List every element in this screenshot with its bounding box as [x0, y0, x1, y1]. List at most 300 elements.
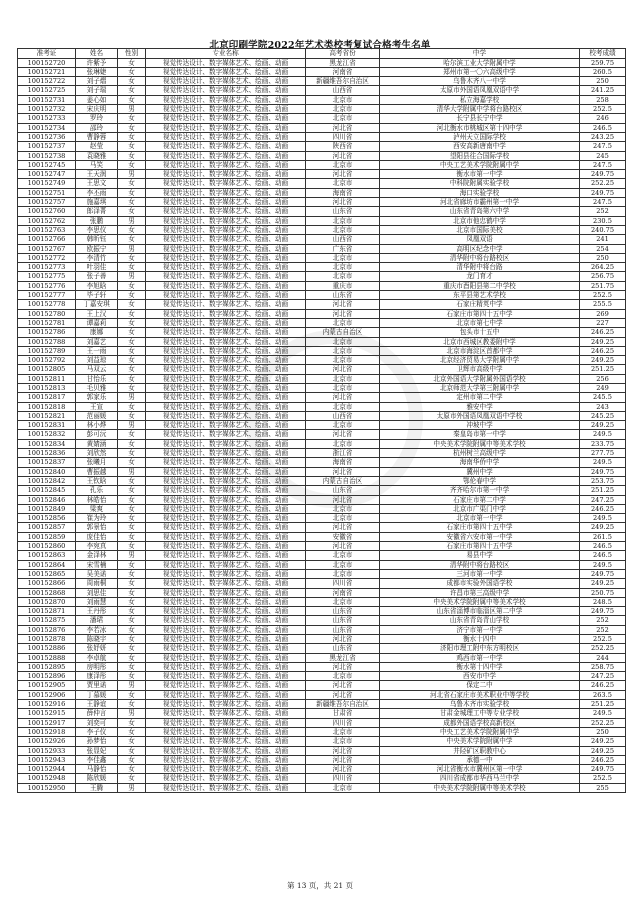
- cell-gender: 女: [118, 383, 146, 392]
- cell-name: 金泽林: [76, 551, 118, 560]
- cell-exam-id: 100152868: [18, 588, 76, 597]
- cell-province: 河北省: [306, 365, 380, 374]
- cell-school: 中科院附属实验学校: [380, 179, 580, 188]
- table-row: [18, 653, 626, 662]
- cell-name: 康娜: [76, 328, 118, 337]
- cell-score: 258: [580, 95, 626, 104]
- cell-score: 252.5: [580, 774, 626, 783]
- cell-major: 视觉传达设计、数字媒体艺术、绘画、动画: [146, 625, 306, 634]
- cell-gender: 女: [118, 439, 146, 448]
- table-row: [18, 374, 626, 383]
- cell-exam-id: 100152859: [18, 532, 76, 541]
- cell-name: 李若冰: [76, 625, 118, 634]
- cell-name: 李旭晗: [76, 281, 118, 290]
- table-row: [18, 542, 626, 551]
- cell-name: 潘珺: [76, 616, 118, 625]
- cell-name: 孔乐: [76, 486, 118, 495]
- cell-school: 山东省青岛青山学校: [380, 616, 580, 625]
- cell-province: 海南省: [306, 188, 380, 197]
- cell-name: 薛仲言: [76, 709, 118, 718]
- cell-school: 太原市外国语凤凰双语中学: [380, 86, 580, 95]
- cell-score: 246.5: [580, 551, 626, 560]
- cell-school: 石家庄市第四十五中学: [380, 309, 580, 318]
- cell-name: 甘怡乐: [76, 374, 118, 383]
- cell-major: 视觉传达设计、数字媒体艺术、绘画、动画: [146, 179, 306, 188]
- cell-gender: 女: [118, 253, 146, 262]
- cell-school: 北京市第七中学: [380, 318, 580, 327]
- cell-province: 北京市: [306, 356, 380, 365]
- cell-province: 北京市: [306, 783, 380, 792]
- cell-major: 视觉传达设计、数字媒体艺术、绘画、动画: [146, 681, 306, 690]
- cell-school: 衡水市第一中学: [380, 170, 580, 179]
- cell-major: 视觉传达设计、数字媒体艺术、绘画、动画: [146, 430, 306, 439]
- cell-major: 视觉传达设计、数字媒体艺术、绘画、动画: [146, 700, 306, 709]
- cell-name: 贾里诺: [76, 681, 118, 690]
- table-row: [18, 495, 626, 504]
- cell-score: 261.5: [580, 532, 626, 541]
- cell-score: 252: [580, 207, 626, 216]
- cell-exam-id: 100152840: [18, 467, 76, 476]
- cell-province: 河北省: [306, 681, 380, 690]
- table-row: [18, 105, 626, 114]
- cell-name: 梁爽: [76, 504, 118, 513]
- cell-province: 北京市: [306, 114, 380, 123]
- cell-school: 河北省石家庄市美术职业中等学校: [380, 690, 580, 699]
- cell-exam-id: 100152792: [18, 356, 76, 365]
- table-row: [18, 235, 626, 244]
- cell-major: 视觉传达设计、数字媒体艺术、绘画、动画: [146, 755, 306, 764]
- cell-exam-id: 100152760: [18, 207, 76, 216]
- cell-exam-id: 100152905: [18, 681, 76, 690]
- cell-school: 乌鲁木齐八一中学: [380, 77, 580, 86]
- table-row: [18, 755, 626, 764]
- cell-score: 246.25: [580, 504, 626, 513]
- cell-school: 太原市外国语凤凰双语中学校: [380, 411, 580, 420]
- cell-exam-id: 100152773: [18, 263, 76, 272]
- cell-score: 248.5: [580, 597, 626, 606]
- cell-province: 山西省: [306, 86, 380, 95]
- cell-school: 石家庄市第四十五中学: [380, 542, 580, 551]
- cell-school: 泸州天立国际学校: [380, 132, 580, 141]
- cell-school: 齐齐哈尔市第一中学: [380, 486, 580, 495]
- cell-name: 周雨桐: [76, 579, 118, 588]
- table-row: [18, 783, 626, 792]
- cell-score: 249.5: [580, 560, 626, 569]
- cell-name: 刘欣然: [76, 449, 118, 458]
- cell-exam-id: 100152766: [18, 235, 76, 244]
- cell-score: 251.25: [580, 700, 626, 709]
- cell-name: 姜心如: [76, 95, 118, 104]
- table-row: [18, 421, 626, 430]
- table-row: [18, 346, 626, 355]
- cell-name: 范丽媛: [76, 411, 118, 420]
- cell-score: 251.25: [580, 486, 626, 495]
- cell-name: 罗玲: [76, 114, 118, 123]
- cell-name: 李清竹: [76, 253, 118, 262]
- cell-exam-id: 100152917: [18, 718, 76, 727]
- cell-province: 河北省: [306, 430, 380, 439]
- cell-major: 视觉传达设计、数字媒体艺术、绘画、动画: [146, 607, 306, 616]
- cell-province: 北京市: [306, 514, 380, 523]
- cell-major: 视觉传达设计、数字媒体艺术、绘画、动画: [146, 374, 306, 383]
- cell-major: 视觉传达设计、数字媒体艺术、绘画、动画: [146, 160, 306, 169]
- cell-gender: 女: [118, 374, 146, 383]
- cell-name: 庞佳怡: [76, 532, 118, 541]
- cell-name: 施嘉琪: [76, 198, 118, 207]
- cell-province: 河北省: [306, 635, 380, 644]
- cell-name: 王天润: [76, 170, 118, 179]
- cell-school: 北京市国际美校: [380, 225, 580, 234]
- cell-name: 宋庆明: [76, 105, 118, 114]
- cell-name: 李子仪: [76, 727, 118, 736]
- cell-gender: 女: [118, 579, 146, 588]
- cell-name: 欧振宁: [76, 244, 118, 253]
- table-row: [18, 272, 626, 281]
- cell-name: 王钦晗: [76, 476, 118, 485]
- cell-gender: 女: [118, 263, 146, 272]
- cell-major: 视觉传达设计、数字媒体艺术、绘画、动画: [146, 504, 306, 513]
- cell-score: 246.25: [580, 346, 626, 355]
- cell-name: 康泽彤: [76, 672, 118, 681]
- cell-exam-id: 100152777: [18, 291, 76, 300]
- cell-major: 视觉传达设计、数字媒体艺术、绘画、动画: [146, 225, 306, 234]
- table-row: [18, 560, 626, 569]
- cell-exam-id: 100152776: [18, 281, 76, 290]
- cell-gender: 女: [118, 514, 146, 523]
- cell-gender: 女: [118, 430, 146, 439]
- cell-major: 视觉传达设计、数字媒体艺术、绘画、动画: [146, 263, 306, 272]
- cell-province: 河北省: [306, 198, 380, 207]
- cell-gender: 女: [118, 635, 146, 644]
- table-row: [18, 551, 626, 560]
- cell-province: 四川省: [306, 718, 380, 727]
- cell-name: 林小烨: [76, 421, 118, 430]
- cell-province: 河北省: [306, 523, 380, 532]
- cell-major: 视觉传达设计、数字媒体艺术、绘画、动画: [146, 402, 306, 411]
- cell-exam-id: 100152870: [18, 597, 76, 606]
- cell-province: 北京市: [306, 737, 380, 746]
- cell-school: 济宁市第一中学: [380, 625, 580, 634]
- table-body: [18, 58, 626, 792]
- cell-school: 石家庄精英中学: [380, 300, 580, 309]
- cell-exam-id: 100152763: [18, 225, 76, 234]
- cell-score: 249.25: [580, 421, 626, 430]
- table-row: [18, 727, 626, 736]
- cell-name: 吴美诺: [76, 569, 118, 578]
- cell-school: 井陉矿区职教中心: [380, 746, 580, 755]
- cell-name: 邵玲: [76, 123, 118, 132]
- cell-province: 北京市: [306, 263, 380, 272]
- cell-school: 承德一中: [380, 755, 580, 764]
- cell-gender: 女: [118, 346, 146, 355]
- cell-exam-id: 100152757: [18, 198, 76, 207]
- table-row: [18, 318, 626, 327]
- cell-major: 视觉传达设计、数字媒体艺术、绘画、动画: [146, 309, 306, 318]
- cell-school: 清华大学附属中学将台路校区: [380, 105, 580, 114]
- cell-province: 甘肃省: [306, 709, 380, 718]
- cell-major: 视觉传达设计、数字媒体艺术、绘画、动画: [146, 86, 306, 95]
- cell-major: 视觉传达设计、数字媒体艺术、绘画、动画: [146, 597, 306, 606]
- cell-major: 视觉传达设计、数字媒体艺术、绘画、动画: [146, 244, 306, 253]
- cell-gender: 女: [118, 365, 146, 374]
- cell-major: 视觉传达设计、数字媒体艺术、绘画、动画: [146, 291, 306, 300]
- cell-exam-id: 100152778: [18, 300, 76, 309]
- cell-score: 254: [580, 244, 626, 253]
- cell-exam-id: 100152781: [18, 318, 76, 327]
- cell-school: 北京市第一中学: [380, 514, 580, 523]
- cell-province: 河北省: [306, 690, 380, 699]
- cell-name: 张妤妍: [76, 644, 118, 653]
- table-row: [18, 365, 626, 374]
- table-row: [18, 700, 626, 709]
- cell-exam-id: 100152849: [18, 504, 76, 513]
- cell-gender: 女: [118, 765, 146, 774]
- cell-province: 河北省: [306, 495, 380, 504]
- cell-score: 240.75: [580, 225, 626, 234]
- cell-exam-id: 100152856: [18, 514, 76, 523]
- cell-major: 视觉传达设计、数字媒体艺术、绘画、动画: [146, 774, 306, 783]
- cell-exam-id: 100152918: [18, 727, 76, 736]
- cell-school: 北京市西城区教委附中学: [380, 337, 580, 346]
- cell-score: 253.75: [580, 476, 626, 485]
- cell-name: 彭可沅: [76, 430, 118, 439]
- cell-exam-id: 100152733: [18, 114, 76, 123]
- cell-province: 内蒙古自治区: [306, 328, 380, 337]
- cell-major: 视觉传达设计、数字媒体艺术、绘画、动画: [146, 318, 306, 327]
- cell-gender: 女: [118, 597, 146, 606]
- cell-gender: 女: [118, 207, 146, 216]
- candidate-table: [17, 48, 626, 793]
- cell-gender: 女: [118, 755, 146, 764]
- cell-score: 247.5: [580, 142, 626, 151]
- cell-score: 249.25: [580, 579, 626, 588]
- cell-name: 刘子瑞: [76, 86, 118, 95]
- cell-province: 河北省: [306, 170, 380, 179]
- cell-major: 视觉传达设计、数字媒体艺术、绘画、动画: [146, 253, 306, 262]
- cell-exam-id: 100152736: [18, 132, 76, 141]
- cell-major: 视觉传达设计、数字媒体艺术、绘画、动画: [146, 411, 306, 420]
- table-row: [18, 300, 626, 309]
- cell-gender: 女: [118, 737, 146, 746]
- cell-name: 王静谊: [76, 700, 118, 709]
- cell-name: 崔为玲: [76, 514, 118, 523]
- cell-major: 视觉传达设计、数字媒体艺术、绘画、动画: [146, 114, 306, 123]
- cell-major: 视觉传达设计、数字媒体艺术、绘画、动画: [146, 170, 306, 179]
- cell-score: 252.25: [580, 644, 626, 653]
- cell-major: 视觉传达设计、数字媒体艺术、绘画、动画: [146, 216, 306, 225]
- cell-gender: 女: [118, 523, 146, 532]
- cell-province: 四川省: [306, 132, 380, 141]
- cell-score: 246.25: [580, 681, 626, 690]
- cell-name: 毛贝雅: [76, 383, 118, 392]
- header-province: 高考省份: [306, 49, 380, 59]
- cell-school: 成都外国语学校高新校区: [380, 718, 580, 727]
- table-row: [18, 291, 626, 300]
- header-exam-id: 准考证: [18, 49, 76, 59]
- cell-name: 陈欣媛: [76, 774, 118, 783]
- cell-gender: 男: [118, 551, 146, 560]
- table-row: [18, 132, 626, 141]
- cell-major: 视觉传达设计、数字媒体艺术、绘画、动画: [146, 514, 306, 523]
- cell-province: 北京市: [306, 374, 380, 383]
- table-row: [18, 458, 626, 467]
- table-row: [18, 430, 626, 439]
- cell-province: 北京市: [306, 672, 380, 681]
- cell-score: 259.75: [580, 58, 626, 67]
- cell-school: 安徽省六安市第一中学: [380, 532, 580, 541]
- table-row: [18, 439, 626, 448]
- header-gender: 性别: [118, 49, 146, 59]
- cell-province: 新疆维吾尔自治区: [306, 700, 380, 709]
- cell-major: 视觉传达设计、数字媒体艺术、绘画、动画: [146, 476, 306, 485]
- cell-name: 曹静蓉: [76, 132, 118, 141]
- cell-gender: 女: [118, 746, 146, 755]
- cell-name: 曹振越: [76, 467, 118, 476]
- cell-score: 246.5: [580, 123, 626, 132]
- cell-score: 249.5: [580, 514, 626, 523]
- cell-exam-id: 100152721: [18, 67, 76, 76]
- cell-major: 视觉传达设计、数字媒体艺术、绘画、动画: [146, 198, 306, 207]
- cell-exam-id: 100152775: [18, 272, 76, 281]
- cell-exam-id: 100152834: [18, 439, 76, 448]
- cell-school: 北京经济贸易大学附属中学: [380, 356, 580, 365]
- table-row: [18, 170, 626, 179]
- cell-province: 北京市: [306, 551, 380, 560]
- cell-school: 衡水第十四中学: [380, 662, 580, 671]
- header-name: 姓名: [76, 49, 118, 59]
- cell-school: 四川省成都市华西马兰中学: [380, 774, 580, 783]
- cell-gender: 男: [118, 170, 146, 179]
- cell-exam-id: 100152832: [18, 430, 76, 439]
- cell-major: 视觉传达设计、数字媒体艺术、绘画、动画: [146, 356, 306, 365]
- cell-school: 易县中学: [380, 551, 580, 560]
- cell-score: 255.5: [580, 300, 626, 309]
- cell-major: 视觉传达设计、数字媒体艺术、绘画、动画: [146, 653, 306, 662]
- cell-score: 246: [580, 114, 626, 123]
- table-row: [18, 123, 626, 132]
- cell-exam-id: 100152878: [18, 635, 76, 644]
- cell-gender: 男: [118, 421, 146, 430]
- cell-name: 李丕雨: [76, 188, 118, 197]
- cell-score: 227: [580, 318, 626, 327]
- cell-exam-id: 100152738: [18, 151, 76, 160]
- cell-school: 北京师范大学第三附属中学: [380, 383, 580, 392]
- cell-exam-id: 100152805: [18, 365, 76, 374]
- cell-major: 视觉传达设计、数字媒体艺术、绘画、动画: [146, 486, 306, 495]
- cell-major: 视觉传达设计、数字媒体艺术、绘画、动画: [146, 672, 306, 681]
- table-row: [18, 151, 626, 160]
- cell-school: 中央工艺美术学院附属中学: [380, 727, 580, 736]
- table-row: [18, 356, 626, 365]
- cell-major: 视觉传达设计、数字媒体艺术、绘画、动画: [146, 383, 306, 392]
- cell-name: 郭景怡: [76, 523, 118, 532]
- cell-exam-id: 100152895: [18, 662, 76, 671]
- cell-gender: 男: [118, 393, 146, 402]
- table-row: [18, 309, 626, 318]
- cell-name: 毕子轩: [76, 291, 118, 300]
- cell-score: 250.75: [580, 588, 626, 597]
- cell-school: 龙门育才: [380, 272, 580, 281]
- cell-province: 北京市: [306, 225, 380, 234]
- cell-major: 视觉传达设计、数字媒体艺术、绘画、动画: [146, 393, 306, 402]
- cell-gender: 女: [118, 727, 146, 736]
- cell-score: 258.75: [580, 662, 626, 671]
- cell-gender: 女: [118, 607, 146, 616]
- cell-school: 鄂伦春中学: [380, 476, 580, 485]
- cell-major: 视觉传达设计、数字媒体艺术、绘画、动画: [146, 542, 306, 551]
- cell-score: 249.75: [580, 188, 626, 197]
- cell-school: 冀州中学: [380, 467, 580, 476]
- cell-major: 视觉传达设计、数字媒体艺术、绘画、动画: [146, 690, 306, 699]
- cell-gender: 女: [118, 58, 146, 67]
- cell-score: 252.5: [580, 291, 626, 300]
- cell-exam-id: 100152720: [18, 58, 76, 67]
- cell-gender: 男: [118, 709, 146, 718]
- cell-gender: 女: [118, 588, 146, 597]
- cell-name: 刘益琼: [76, 356, 118, 365]
- cell-exam-id: 100152846: [18, 495, 76, 504]
- cell-school: 高明区纪念中学: [380, 244, 580, 253]
- cell-province: 山东省: [306, 207, 380, 216]
- cell-name: 张子善: [76, 272, 118, 281]
- cell-name: 李卓航: [76, 653, 118, 662]
- table-row: [18, 77, 626, 86]
- table-row: [18, 67, 626, 76]
- cell-exam-id: 100152837: [18, 458, 76, 467]
- cell-gender: 男: [118, 783, 146, 792]
- cell-school: 长宁县长宁中学: [380, 114, 580, 123]
- cell-major: 视觉传达设计、数字媒体艺术、绘画、动画: [146, 188, 306, 197]
- cell-major: 视觉传达设计、数字媒体艺术、绘画、动画: [146, 300, 306, 309]
- cell-exam-id: 100152745: [18, 160, 76, 169]
- cell-exam-id: 100152786: [18, 328, 76, 337]
- cell-major: 视觉传达设计、数字媒体艺术、绘画、动画: [146, 365, 306, 374]
- cell-major: 视觉传达设计、数字媒体艺术、绘画、动画: [146, 328, 306, 337]
- cell-major: 视觉传达设计、数字媒体艺术、绘画、动画: [146, 616, 306, 625]
- cell-gender: 女: [118, 123, 146, 132]
- cell-exam-id: 100152818: [18, 402, 76, 411]
- cell-major: 视觉传达设计、数字媒体艺术、绘画、动画: [146, 783, 306, 792]
- cell-gender: 女: [118, 411, 146, 420]
- table-row: [18, 207, 626, 216]
- cell-major: 视觉传达设计、数字媒体艺术、绘画、动画: [146, 132, 306, 141]
- cell-gender: 女: [118, 235, 146, 244]
- table-row: [18, 58, 626, 67]
- cell-name: 谭嘉莉: [76, 318, 118, 327]
- table-row: [18, 644, 626, 653]
- table-row: [18, 774, 626, 783]
- cell-school: 私立海嘉学校: [380, 95, 580, 104]
- cell-province: 新疆维吾尔自治区: [306, 77, 380, 86]
- cell-province: 山东省: [306, 486, 380, 495]
- cell-gender: 男: [118, 272, 146, 281]
- table-row: [18, 142, 626, 151]
- cell-major: 视觉传达设计、数字媒体艺术、绘画、动画: [146, 235, 306, 244]
- cell-school: 雅安中学: [380, 402, 580, 411]
- cell-name: 房明彤: [76, 662, 118, 671]
- cell-name: 郎泽菁: [76, 207, 118, 216]
- cell-gender: 女: [118, 151, 146, 160]
- cell-province: 北京市: [306, 346, 380, 355]
- cell-gender: 女: [118, 77, 146, 86]
- cell-name: 陈晓宇: [76, 635, 118, 644]
- table-row: [18, 597, 626, 606]
- cell-exam-id: 100152731: [18, 95, 76, 104]
- cell-name: 王上汉: [76, 309, 118, 318]
- cell-province: 黑龙江省: [306, 58, 380, 67]
- cell-school: 河北省衡水市冀州区第一中学: [380, 765, 580, 774]
- cell-major: 视觉传达设计、数字媒体艺术、绘画、动画: [146, 346, 306, 355]
